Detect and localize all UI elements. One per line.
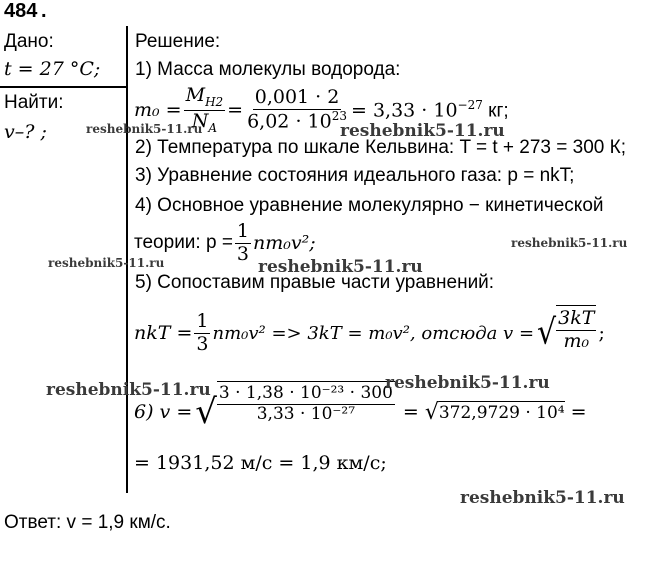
step6-prefix: 6) v =: [134, 401, 193, 423]
step6-line2: = 1931,52 м/с = 1,9 км/с;: [134, 452, 387, 474]
step1-frac2-den: 6,02 · 10: [247, 110, 332, 133]
step6-sqrt-den: 3,33 · 10⁻²⁷: [256, 403, 356, 424]
step5-end: ;: [598, 322, 605, 344]
solution-heading: Решение:: [135, 31, 221, 52]
step1-frac2-num: 0,001 · 2: [254, 85, 340, 108]
watermark: reshebnik5-11.ru: [511, 236, 628, 250]
given-heading: Дано:: [4, 31, 54, 52]
step4-line1: 4) Основное уравнение молекулярно − кинетической: [135, 195, 604, 216]
step6-sqrt-num: 3 · 1,38 · 10⁻²³ · 300: [218, 383, 393, 403]
step1-frac1-num-sub: H2: [205, 94, 224, 109]
watermark: reshebnik5-11.ru: [385, 373, 550, 393]
step4-frac-num: 1: [236, 219, 250, 242]
watermark: reshebnik5-11.ru: [86, 122, 203, 136]
watermark: reshebnik5-11.ru: [340, 121, 505, 141]
problem-number: 484: [4, 0, 38, 22]
problem-number-dot: .: [41, 0, 47, 22]
step1-frac1-den: N: [191, 109, 209, 132]
radical-icon: √: [424, 399, 439, 425]
step5-mid: nm₀v² => 3kT = m₀v², отсюда v =: [212, 322, 535, 344]
step1-lhs: m₀ =: [134, 99, 182, 121]
step1-frac1-num: M: [185, 83, 206, 106]
step1-eq: =: [227, 99, 244, 121]
step6-sqrt2-value: 372,9729 · 10⁴: [438, 403, 565, 423]
watermark: reshebnik5-11.ru: [258, 257, 423, 277]
step4-fraction: [235, 221, 251, 266]
step3-text: 3) Уравнение состояния идеального газа: p = nkT;: [135, 165, 575, 186]
watermark: reshebnik5-11.ru: [48, 256, 165, 270]
step6-sqrt2: [425, 400, 565, 425]
step5-sqrt-num: 3kT: [558, 307, 595, 329]
step2-text: 2) Температура по шкале Кельвина: T = t + 273 = 300 К;: [135, 137, 626, 158]
radical-icon: √: [195, 392, 217, 432]
step5-frac-num: 1: [196, 309, 209, 332]
find-value: v–? ;: [4, 121, 47, 143]
step1-frac1-den-sub: A: [208, 120, 218, 135]
step5-formula: [134, 302, 605, 364]
watermark: reshebnik5-11.ru: [46, 380, 211, 400]
step5-lhs: nkT =: [134, 322, 193, 344]
step5-fraction: [194, 311, 210, 356]
step5-sqrt-den: m₀: [563, 329, 590, 352]
step4-frac-den: 3: [236, 242, 250, 265]
step6-end: =: [570, 401, 587, 423]
given-divider: [0, 86, 127, 88]
step5-sqrt: [537, 305, 598, 361]
step4-prefix: теории: p =: [134, 232, 233, 253]
step5-frac-den: 3: [196, 332, 209, 355]
step1-result: = $3,33 \cdot 10^{-27}$ кг;: [350, 97, 509, 122]
watermark: reshebnik5-11.ru: [460, 488, 625, 508]
given-condition: t = 27 °C;: [4, 58, 101, 80]
step1-label: 1) Масса молекулы водорода:: [135, 59, 401, 80]
radical-icon: √: [537, 312, 557, 353]
step5-label: 5) Сопоставим правые части уравнений:: [135, 272, 495, 293]
step6-mid: =: [402, 401, 419, 423]
answer-text: Ответ: v = 1,9 км/с.: [4, 512, 171, 533]
step4-suffix: nm₀v²;: [253, 232, 316, 254]
step1-fraction2: [245, 87, 349, 133]
step6-sqrt: [195, 381, 397, 443]
find-heading: Найти:: [4, 92, 64, 113]
step1-frac2-den-sup: 23: [331, 108, 347, 123]
